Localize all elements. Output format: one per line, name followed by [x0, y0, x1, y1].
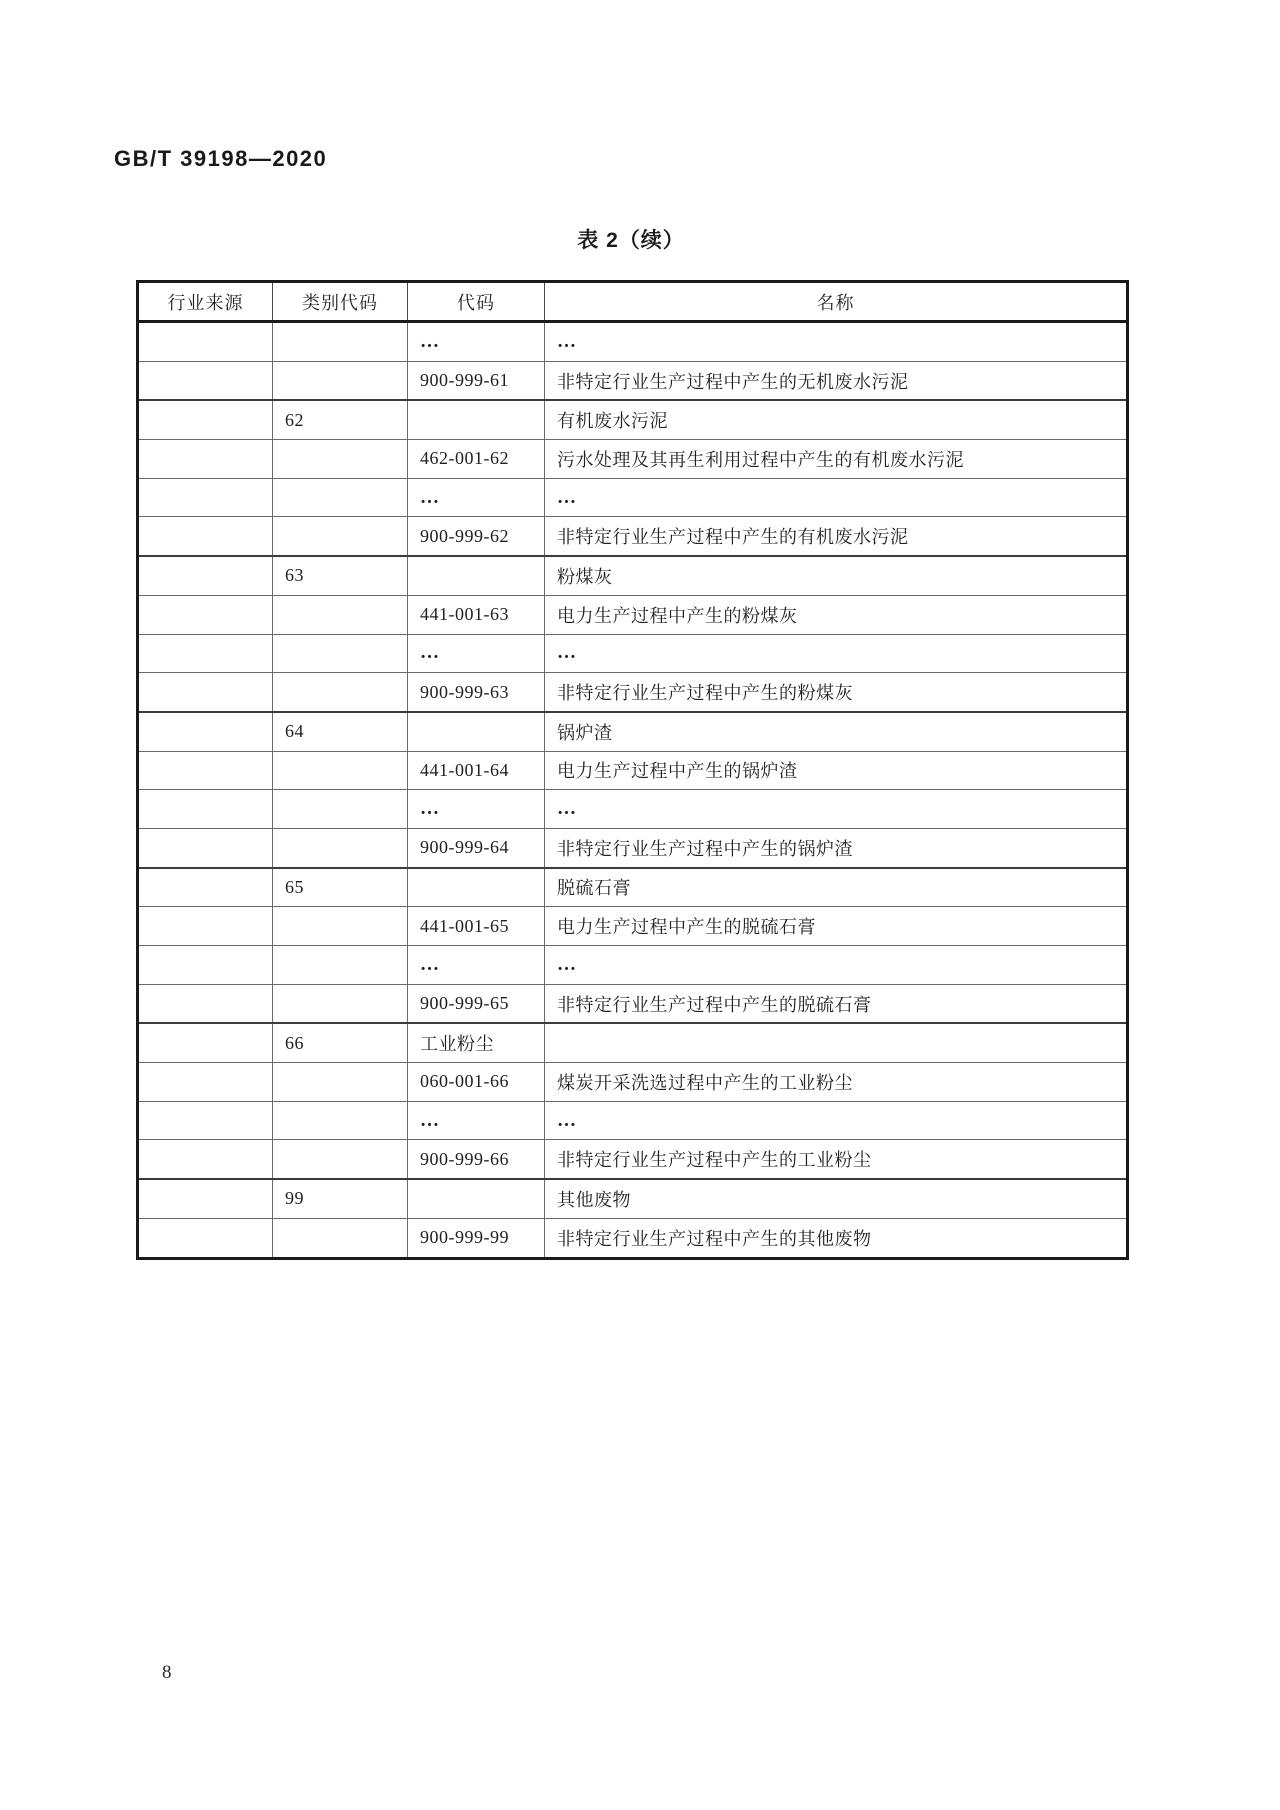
cell-name: 非特定行业生产过程中产生的无机废水污泥 — [545, 361, 1128, 400]
table-row — [138, 868, 1128, 907]
cell-industry — [138, 634, 273, 673]
cell-name: 锅炉渣 — [545, 712, 1128, 751]
cell-name: 电力生产过程中产生的粉煤灰 — [545, 595, 1128, 634]
cell-code: 900-999-65 — [408, 984, 545, 1023]
cell-category — [273, 907, 408, 946]
cell-code: 900-999-61 — [408, 361, 545, 400]
cell-industry — [138, 440, 273, 479]
cell-industry — [138, 828, 273, 867]
cell-code: … — [408, 634, 545, 673]
table-row — [138, 361, 1128, 400]
table-row — [138, 517, 1128, 556]
cell-name: 非特定行业生产过程中产生的工业粉尘 — [545, 1140, 1128, 1179]
table-row — [138, 712, 1128, 751]
table-title: 表 2（续） — [577, 229, 685, 252]
cell-industry — [138, 1023, 273, 1062]
cell-industry — [138, 790, 273, 829]
col-header-category: 类别代码 — [273, 282, 408, 322]
cell-category — [273, 946, 408, 985]
cell-industry — [138, 907, 273, 946]
cell-category — [273, 828, 408, 867]
cell-category: 99 — [273, 1179, 408, 1218]
cell-code: 900-999-64 — [408, 828, 545, 867]
cell-category — [273, 322, 408, 362]
cell-category: 62 — [273, 400, 408, 439]
cell-code: 441-001-63 — [408, 595, 545, 634]
cell-category: 65 — [273, 868, 408, 907]
cell-industry — [138, 868, 273, 907]
table-row — [138, 984, 1128, 1023]
cell-industry — [138, 673, 273, 712]
cell-industry — [138, 1218, 273, 1258]
table-row — [138, 478, 1128, 517]
cell-code: 900-999-62 — [408, 517, 545, 556]
cell-code: … — [408, 478, 545, 517]
cell-industry — [138, 517, 273, 556]
cell-code: … — [408, 1101, 545, 1140]
cell-category: 64 — [273, 712, 408, 751]
table-row — [138, 634, 1128, 673]
table-row — [138, 1179, 1128, 1218]
table-row — [138, 595, 1128, 634]
cell-industry — [138, 946, 273, 985]
table-row — [138, 556, 1128, 595]
cell-code — [408, 1179, 545, 1218]
table-header-row — [138, 282, 1128, 322]
cell-name: … — [545, 634, 1128, 673]
cell-industry — [138, 1179, 273, 1218]
cell-code: 900-999-99 — [408, 1218, 545, 1258]
cell-industry — [138, 984, 273, 1023]
cell-name: … — [545, 946, 1128, 985]
cell-industry — [138, 712, 273, 751]
table-row — [138, 440, 1128, 479]
cell-code: 462-001-62 — [408, 440, 545, 479]
cell-category — [273, 478, 408, 517]
cell-name: 非特定行业生产过程中产生的粉煤灰 — [545, 673, 1128, 712]
page-number: 8 — [162, 1662, 172, 1683]
table-row — [138, 1101, 1128, 1140]
cell-category — [273, 595, 408, 634]
cell-code: 900-999-63 — [408, 673, 545, 712]
cell-category — [273, 440, 408, 479]
table-row — [138, 828, 1128, 867]
table-row — [138, 946, 1128, 985]
cell-code: 900-999-66 — [408, 1140, 545, 1179]
cell-category — [273, 634, 408, 673]
cell-category — [273, 517, 408, 556]
cell-industry — [138, 478, 273, 517]
cell-category — [273, 1101, 408, 1140]
cell-name: 电力生产过程中产生的锅炉渣 — [545, 751, 1128, 790]
cell-industry — [138, 595, 273, 634]
cell-name: 非特定行业生产过程中产生的有机废水污泥 — [545, 517, 1128, 556]
cell-industry — [138, 751, 273, 790]
cell-code: 060-001-66 — [408, 1063, 545, 1102]
cell-industry — [138, 322, 273, 362]
table-row — [138, 673, 1128, 712]
cell-code: 441-001-64 — [408, 751, 545, 790]
cell-code: 441-001-65 — [408, 907, 545, 946]
cell-name: 污水处理及其再生利用过程中产生的有机废水污泥 — [545, 440, 1128, 479]
cell-category — [273, 790, 408, 829]
table-row — [138, 1218, 1128, 1258]
table-row — [138, 1140, 1128, 1179]
cell-name: … — [545, 1101, 1128, 1140]
cell-name: 粉煤灰 — [545, 556, 1128, 595]
cell-name: … — [545, 790, 1128, 829]
cell-code — [408, 868, 545, 907]
cell-industry — [138, 361, 273, 400]
cell-category — [273, 1140, 408, 1179]
cell-code: 工业粉尘 — [408, 1023, 545, 1062]
cell-industry — [138, 556, 273, 595]
cell-name — [545, 1023, 1128, 1062]
table-row — [138, 1023, 1128, 1062]
standard-number: GB/T 39198—2020 — [114, 146, 328, 171]
cell-code — [408, 556, 545, 595]
cell-category — [273, 984, 408, 1023]
cell-code: … — [408, 946, 545, 985]
cell-code: … — [408, 790, 545, 829]
cell-category — [273, 361, 408, 400]
cell-category — [273, 1063, 408, 1102]
cell-industry — [138, 1101, 273, 1140]
cell-name: 有机废水污泥 — [545, 400, 1128, 439]
table-row — [138, 322, 1128, 362]
cell-code: … — [408, 322, 545, 362]
cell-category — [273, 751, 408, 790]
cell-name: 非特定行业生产过程中产生的脱硫石膏 — [545, 984, 1128, 1023]
cell-category: 66 — [273, 1023, 408, 1062]
cell-code — [408, 400, 545, 439]
cell-industry — [138, 400, 273, 439]
cell-name: 煤炭开采洗选过程中产生的工业粉尘 — [545, 1063, 1128, 1102]
cell-name: 其他废物 — [545, 1179, 1128, 1218]
cell-name: 非特定行业生产过程中产生的锅炉渣 — [545, 828, 1128, 867]
cell-industry — [138, 1063, 273, 1102]
table-row — [138, 907, 1128, 946]
cell-category: 63 — [273, 556, 408, 595]
table-row — [138, 751, 1128, 790]
cell-category — [273, 673, 408, 712]
cell-category — [273, 1218, 408, 1258]
cell-name: 非特定行业生产过程中产生的其他废物 — [545, 1218, 1128, 1258]
col-header-industry: 行业来源 — [138, 282, 273, 322]
cell-code — [408, 712, 545, 751]
col-header-code: 代码 — [408, 282, 545, 322]
waste-code-table — [136, 280, 1129, 1260]
cell-name: 脱硫石膏 — [545, 868, 1128, 907]
cell-name: 电力生产过程中产生的脱硫石膏 — [545, 907, 1128, 946]
table-row — [138, 1063, 1128, 1102]
table-row — [138, 400, 1128, 439]
col-header-name: 名称 — [545, 282, 1128, 322]
cell-industry — [138, 1140, 273, 1179]
table-row — [138, 790, 1128, 829]
cell-name: … — [545, 478, 1128, 517]
cell-name: … — [545, 322, 1128, 362]
